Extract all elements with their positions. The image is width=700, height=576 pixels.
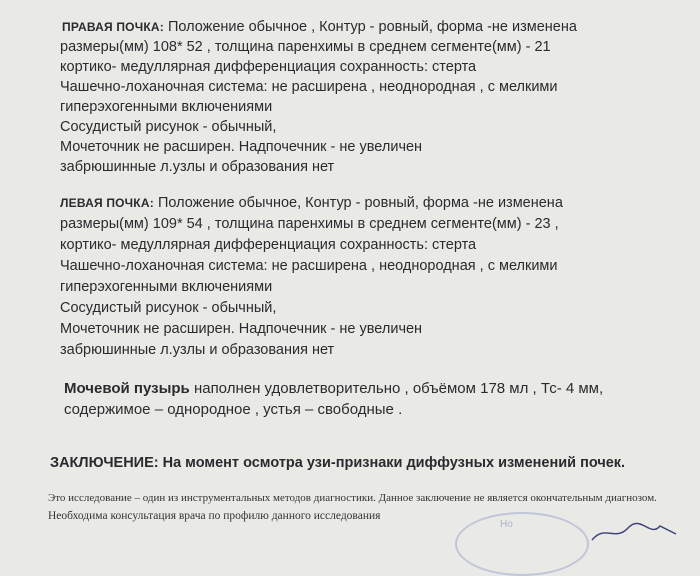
left-kidney-vessels: Сосудистый рисунок - обычный, bbox=[60, 300, 277, 316]
right-kidney-inclusions: гиперэхогенными включениями bbox=[60, 99, 273, 115]
signature bbox=[590, 520, 680, 544]
left-kidney-cortex: кортико- медуллярная дифференциация сохранность: стерта bbox=[60, 237, 477, 253]
conclusion: ЗАКЛЮЧЕНИЕ: На момент осмотра узи-признаки диффузных изменений почек. bbox=[50, 455, 626, 471]
right-kidney-position: Положение обычное , Контур - ровный, форма -не изменена bbox=[167, 19, 577, 35]
bladder-line-1 bbox=[64, 380, 603, 398]
left-kidney-size: размеры(мм) 109* 54 , толщина паренхимы в среднем сегменте(мм) - 23 , bbox=[60, 216, 559, 232]
footer-disclaimer: Это исследование – один из инструментальных методов диагностики. Данное заключение не является окончательным диагнозом. bbox=[48, 492, 657, 504]
right-kidney-size: размеры(мм) 108* 52 , толщина паренхимы в среднем сегменте(мм) - 21 bbox=[60, 39, 551, 55]
right-kidney-nodes: забрюшинные л.узлы и образования нет bbox=[60, 159, 335, 175]
stamp-text: Но bbox=[500, 519, 513, 530]
right-kidney-cortex: кортико- медуллярная дифференциация сохранность: стерта bbox=[60, 59, 477, 75]
footer-consultation: Необходима консультация врача по профилю данного исследования bbox=[48, 510, 381, 522]
left-kidney-nodes: забрюшинные л.узлы и образования нет bbox=[60, 342, 335, 358]
right-kidney-heading: ПРАВАЯ ПОЧКА: bbox=[62, 20, 164, 34]
right-kidney-vessels: Сосудистый рисунок - обычный, bbox=[60, 119, 277, 135]
bladder-heading: Мочевой пузырь bbox=[64, 380, 190, 397]
right-kidney-pelvis: Чашечно-лоханочная система: не расширена , неоднородная , с мелкими bbox=[60, 79, 558, 95]
bladder-fill: наполнен удовлетворительно , объёмом 178 мл , Тс- 4 мм, bbox=[193, 380, 604, 397]
left-kidney-heading: ЛЕВАЯ ПОЧКА: bbox=[60, 196, 154, 210]
bladder-contents: содержимое – однородное , устья – свободные . bbox=[64, 401, 403, 418]
left-kidney-line-1 bbox=[60, 194, 563, 212]
left-kidney-pelvis: Чашечно-лоханочная система: не расширена , неоднородная , с мелкими bbox=[60, 258, 558, 274]
left-kidney-ureter: Мочеточник не расширен. Надпочечник - не увеличен bbox=[60, 321, 423, 337]
left-kidney-position: Положение обычное, Контур - ровный, форма -не изменена bbox=[157, 195, 563, 211]
stamp bbox=[455, 512, 589, 576]
right-kidney-line-1 bbox=[62, 18, 577, 36]
right-kidney-ureter: Мочеточник не расширен. Надпочечник - не увеличен bbox=[60, 139, 423, 155]
left-kidney-inclusions: гиперэхогенными включениями bbox=[60, 279, 273, 295]
